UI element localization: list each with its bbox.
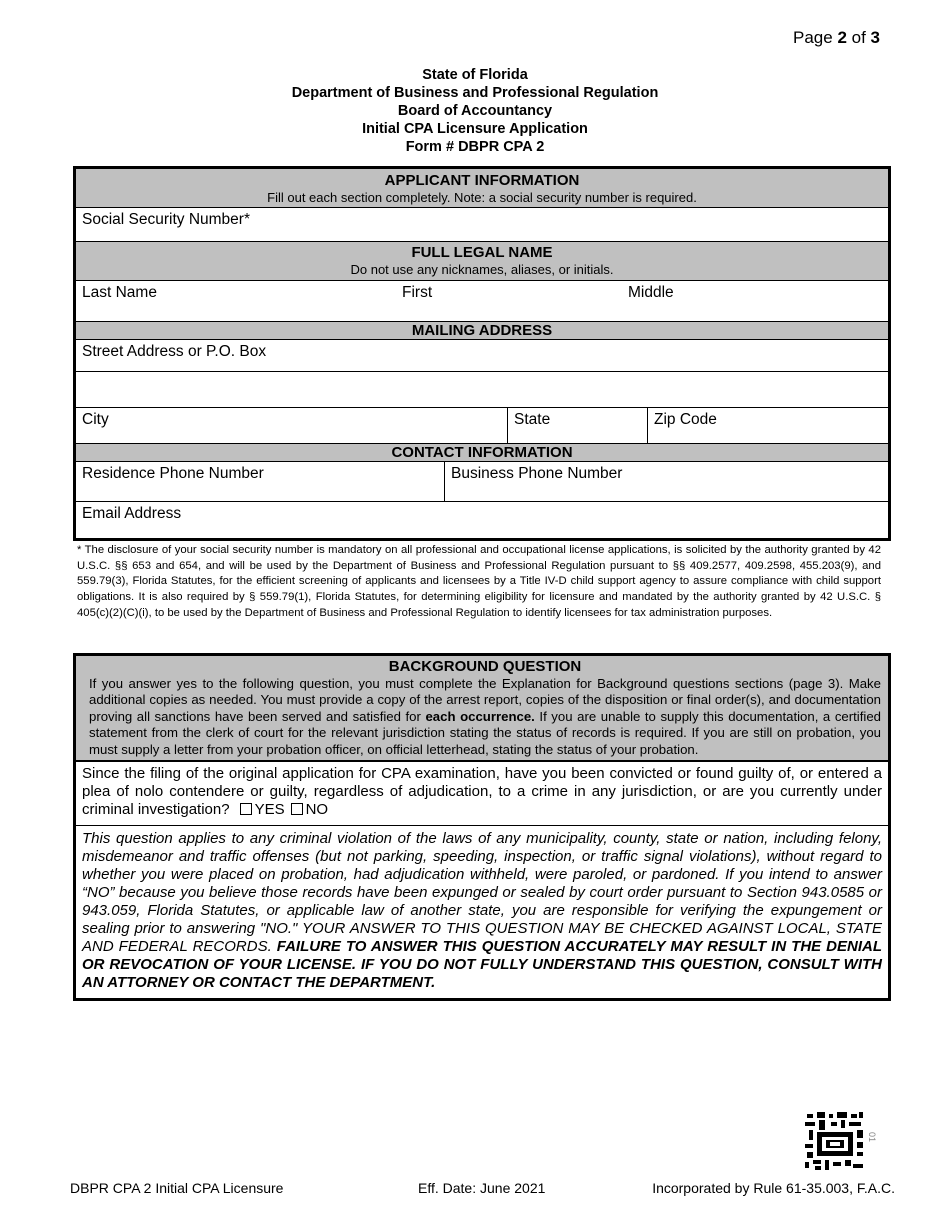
header-state: State of Florida (422, 67, 528, 83)
qr-code-icon (805, 1112, 865, 1170)
first-name-label: First (402, 284, 433, 301)
residence-phone-label: Residence Phone Number (82, 465, 264, 482)
contact-info-title: CONTACT INFORMATION (391, 444, 573, 461)
applicant-section-title: APPLICANT INFORMATION (384, 172, 580, 189)
city-field[interactable] (76, 408, 507, 443)
full-name-header (76, 242, 888, 281)
applicant-section-header (76, 169, 888, 208)
header-department: Department of Business and Professional Regulation (291, 85, 659, 101)
zip-label: Zip Code (654, 411, 717, 428)
background-title: BACKGROUND QUESTION (388, 658, 582, 675)
middle-name-label: Middle (628, 284, 674, 301)
note-warning: FAILURE TO ANSWER THIS QUESTION ACCURATELY MAY RESULT IN THE DENIAL OR REVOCATION OF YOUR LICENSE. IF YOU DO NOT FULLY UNDERSTAND THIS QUESTION, CONSULT WITH AN ATTORNEY OR CONTACT THE DEPARTMENT. (82, 938, 882, 992)
background-instructions (76, 656, 888, 762)
zip-field[interactable] (647, 408, 888, 443)
background-intro-text: If you answer yes to the following question, you must complete the Explanation for Background questions sections (page 3). Make additional copies as needed. You must provide a copy of the arrest report, copies of the disposition or final order(s), and documentation proving all sanctions have been served and satisfied for (89, 676, 881, 724)
page-total: 3 (870, 28, 880, 47)
note-text: This question applies to any criminal violation of the laws of any municipality, county, state or nation, including felony, misdemeanor and traffic offenses (but not parking, speeding, inspection, or traffic signal violations), without regard to whether you were placed on probation, had adjudication withheld, were paroled, or pardoned. If you intend to answer “NO” because you believe those records have been expunged or sealed by court order pursuant to Section 943.0585 or 943.059, Florida Statutes, or applicable law of another state, you are responsible for verifying the expungement or sealing prior to answering "NO." YOUR ANSWER TO THIS QUESTION MAY BE CHECKED AGAINST LOCAL, STATE AND FEDERAL RECORDS. (82, 830, 882, 956)
barcode-number: 01 (867, 1131, 878, 1143)
header-board: Board of Accountancy (397, 103, 553, 119)
last-name-field[interactable] (76, 281, 163, 321)
contact-info-header (76, 444, 888, 462)
yes-checkbox[interactable] (240, 803, 252, 815)
background-question-box (73, 653, 891, 1001)
background-intro-emphasis: each occurrence. (425, 708, 535, 724)
street-address-label: Street Address or P.O. Box (82, 343, 267, 360)
city-state-zip-row (76, 408, 888, 444)
full-name-title: FULL LEGAL NAME (411, 244, 553, 261)
question-text: Since the filing of the original application for CPA examination, have you been convicted or found guilty of, or entered a plea of nolo contendere or guilty, regardless of adjudication, to a crime in any jurisdiction, or are you currently under criminal investigation? (82, 765, 882, 819)
footer-rule: Incorporated by Rule 61-35.003, F.A.C. (652, 1180, 895, 1196)
background-note (76, 826, 888, 998)
footer-eff-date: Eff. Date: June 2021 (418, 1180, 546, 1196)
full-name-subtitle: Do not use any nicknames, aliases, or initials. (350, 262, 614, 277)
email-label: Email Address (82, 505, 182, 522)
background-intro (89, 676, 881, 758)
street-address-line2[interactable] (76, 372, 888, 408)
business-phone-field[interactable] (444, 462, 888, 501)
ssn-disclaimer: * The disclosure of your social security number is mandatory on all professional and occupational license applications, is solicited by the authority granted by 42 U.S.C. §§ 653 and 654, and will be used by the Department of Business and Professional Regulation pursuant to §§ 409.2577, 409.2598, 455.203(9), and 559.79(3), Florida Statutes, for the efficient screening of applicants and licensees by a Title IV-D child support agency to assure compliance with child support obligations. It is also required by § 559.79(1), Florida Statutes, for determining eligibility for licensure and mandated by the authority granted by 42 U.S.C. § 405(c)(2)(C)(i), to be used by the Department of Business and Professional Regulation to identify licensees for tax administration purposes. (77, 544, 881, 619)
applicant-section-subtitle: Fill out each section completely. Note: a social security number is required. (267, 190, 697, 205)
street-address-field[interactable] (76, 340, 888, 372)
mailing-address-header (76, 322, 888, 340)
mailing-address-title: MAILING ADDRESS (411, 322, 553, 339)
last-name-label: Last Name (82, 284, 157, 301)
footer-form-name: DBPR CPA 2 Initial CPA Licensure (70, 1180, 284, 1196)
ssn-field[interactable] (76, 208, 888, 242)
page-indicator (793, 28, 880, 48)
applicant-info-box (73, 166, 891, 541)
business-phone-label: Business Phone Number (451, 465, 623, 482)
phone-row (76, 462, 888, 502)
barcode (805, 1112, 878, 1175)
page-prefix: Page (793, 28, 838, 47)
residence-phone-field[interactable] (76, 462, 444, 501)
no-checkbox[interactable] (291, 803, 303, 815)
form-header (0, 66, 950, 156)
middle-name-field[interactable] (622, 281, 680, 321)
header-form-number: Form # DBPR CPA 2 (405, 139, 545, 155)
header-application: Initial CPA Licensure Application (362, 121, 588, 137)
background-intro-text-continued: If you are unable to supply this documentation, a certified statement from the clerk of court for the relevant jurisdiction stating the status of records is required. If you are still on probation, you must supply a letter from your probation officer, on official letterhead, stating the status of your probation. (89, 708, 882, 757)
state-field[interactable] (507, 408, 647, 443)
ssn-label: Social Security Number* (82, 211, 250, 228)
page-current: 2 (837, 28, 847, 47)
background-question (76, 762, 888, 826)
state-label: State (514, 411, 551, 428)
yes-label: YES (254, 801, 285, 819)
city-label: City (82, 411, 109, 428)
email-field[interactable] (76, 502, 888, 538)
first-name-field[interactable] (396, 281, 438, 321)
no-label: NO (305, 801, 329, 819)
page-of: of (846, 28, 871, 47)
full-name-row (76, 281, 888, 322)
